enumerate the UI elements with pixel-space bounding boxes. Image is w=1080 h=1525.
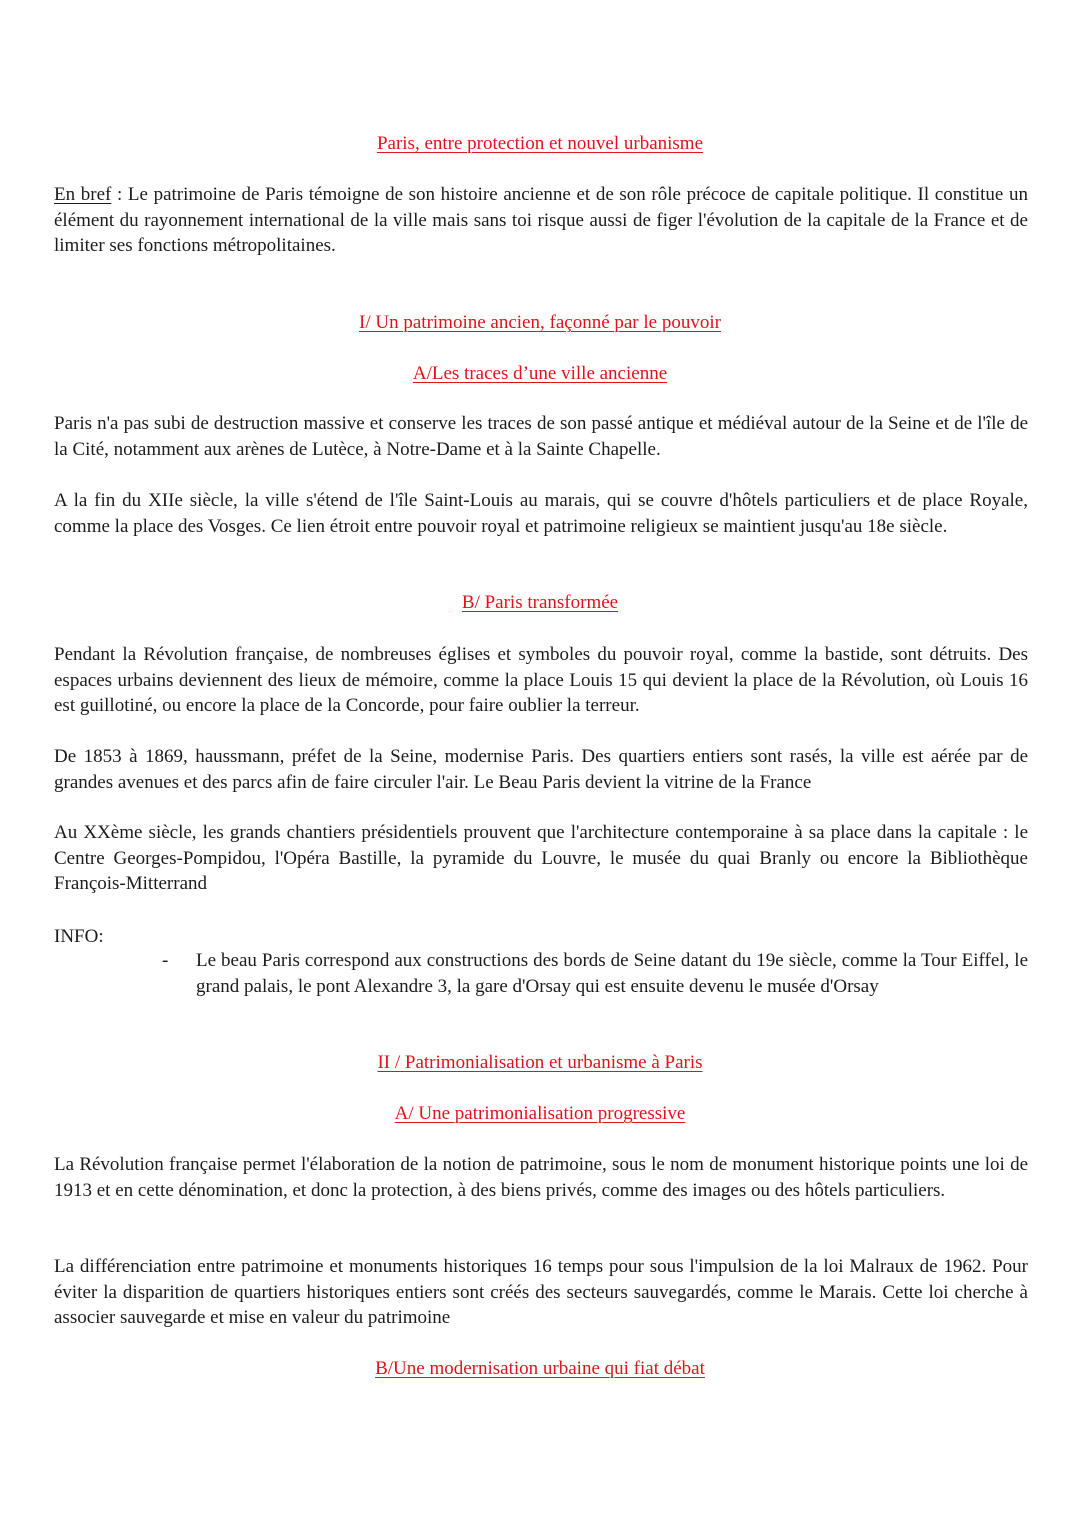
part2-a-paragraph-1: La Révolution française permet l'élaboration de la notion de patrimoine, sous le nom de monument historique points une loi de 1913 et en cette dénomination, et donc la protection, à des biens privés, comme des images ou des hôtels particuliers. <box>54 1154 1028 1201</box>
part1-section-a-heading: A/Les traces d’une ville ancienne <box>412 363 668 384</box>
part2-a-paragraph-2: La différenciation entre patrimoine et monuments historiques 16 temps pour sous l'impulsion de la loi Malraux de 1962. Pour éviter la disparition de quartiers historiques entiers sont créés des secteurs sauvegardés, comme le Marais. Cette loi cherche à associer sauvegarde et mise en valeur du patrimoine <box>54 1256 1028 1328</box>
part1-a-paragraph-2: A la fin du XIIe siècle, la ville s'étend de l'île Saint-Louis au marais, qui se couvre d'hôtels particuliers et de place Royale, comme la place des Vosges. Ce lien étroit entre pouvoir royal et patrimoine religieux se maintient jusqu'au 18e siècle. <box>54 490 1028 537</box>
intro-label: En bref <box>54 184 112 205</box>
part2-heading: II / Patrimonialisation et urbanisme à Paris <box>377 1052 703 1073</box>
part2-section-b-heading: B/Une modernisation urbaine qui fiat débat <box>375 1358 705 1379</box>
intro-text: : Le patrimoine de Paris témoigne de son histoire ancienne et de son rôle précoce de capitale politique. Il constitue un élément du rayonnement international de la ville mais sans toi risque aussi de figer l'évolution de la capitale de la France et de limiter ses fonctions métropolitaines. <box>54 184 1028 256</box>
part1-a-paragraph-1: Paris n'a pas subi de destruction massive et conserve les traces de son passé antique et médiéval autour de la Seine et de l'île de la Cité, notamment aux arènes de Lutèce, à Notre-Dame et à la Sainte Chapelle. <box>54 413 1028 460</box>
part1-b-paragraph-2: De 1853 à 1869, haussmann, préfet de la Seine, modernise Paris. Des quartiers entiers sont rasés, la ville est aérée par de grandes avenues et des parcs afin de faire circuler l'air. Le Beau Paris devient la vitrine de la France <box>54 746 1028 793</box>
info-label: INFO: <box>54 926 104 947</box>
intro-paragraph <box>54 182 1028 259</box>
part1-heading: I/ Un patrimoine ancien, façonné par le pouvoir <box>359 312 721 333</box>
part2-section-a-heading: A/ Une patrimonialisation progressive <box>394 1103 686 1124</box>
info-bullet-marker: - <box>162 950 169 971</box>
info-bullet-text: Le beau Paris correspond aux constructions des bords de Seine datant du 19e siècle, comme la Tour Eiffel, le grand palais, le pont Alexandre 3, la gare d'Orsay qui est ensuite devenu le musée d'Orsay <box>196 950 1028 997</box>
document-title: Paris, entre protection et nouvel urbanisme <box>376 133 704 154</box>
part1-section-b-heading: B/ Paris transformée <box>461 592 619 613</box>
part1-b-paragraph-1: Pendant la Révolution française, de nombreuses églises et symboles du pouvoir royal, comme la bastide, sont détruits. Des espaces urbains deviennent des lieux de mémoire, comme la place Louis 15 qui devient la place de la Révolution, où Louis 16 est guillotiné, ou encore la place de la Concorde, pour faire oublier la terreur. <box>54 644 1028 716</box>
part1-b-paragraph-3: Au XXème siècle, les grands chantiers présidentiels prouvent que l'architecture contemporaine à sa place dans la capitale : le Centre Georges-Pompidou, l'Opéra Bastille, la pyramide du Louvre, le musée du quai Branly ou encore la Bibliothèque François-Mitterrand <box>54 822 1028 894</box>
